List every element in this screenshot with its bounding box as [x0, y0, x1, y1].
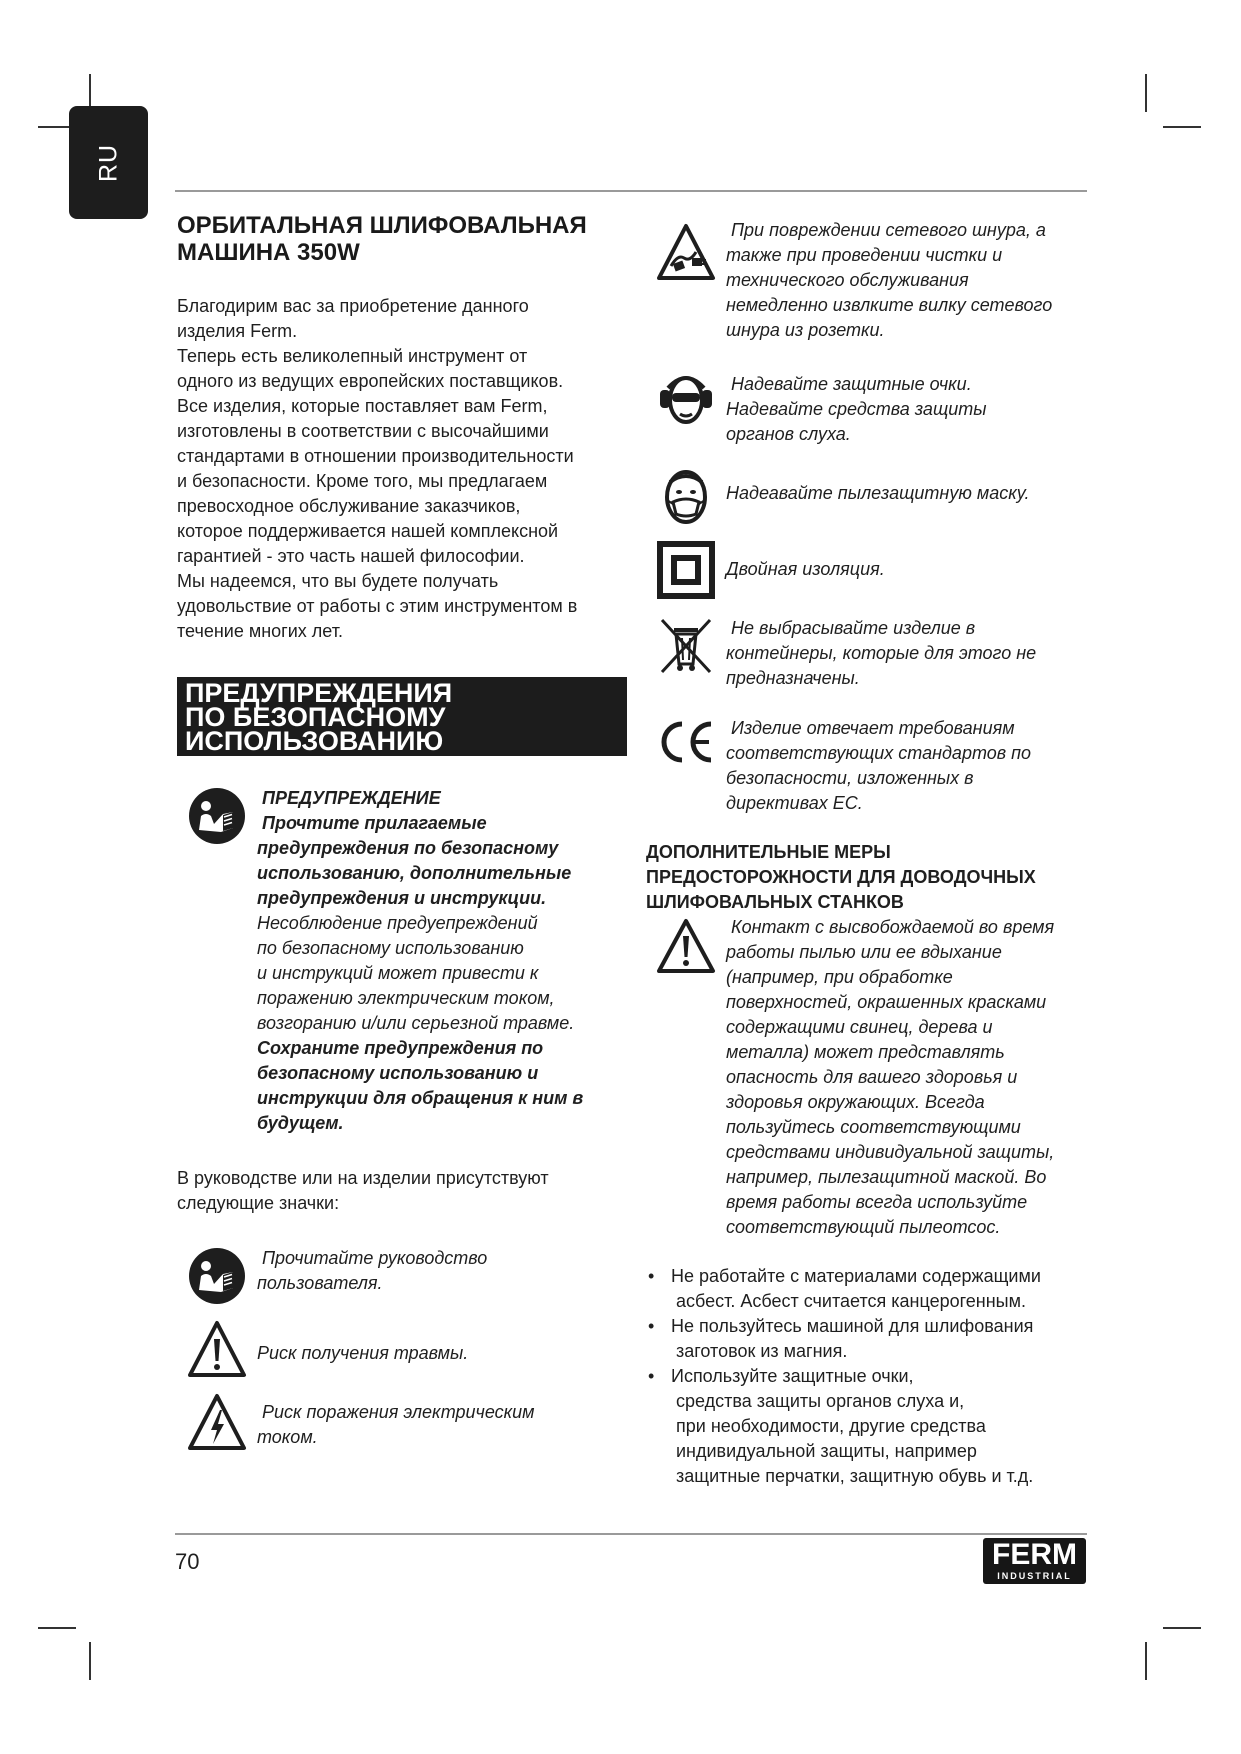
icon-item-electric-shock: [177, 1392, 632, 1465]
intro-line: течение многих лет.: [177, 621, 343, 641]
warning-line: время работы всегда используйте: [726, 1192, 1028, 1212]
read-manual-icon: [177, 1246, 257, 1306]
header-rule: [175, 190, 1087, 192]
heading-line: ШЛИФОВАЛЬНЫХ СТАНКОВ: [646, 892, 904, 912]
intro-line: Теперь есть великолепный инструмент от: [177, 346, 528, 366]
product-title: ОРБИТАЛЬНАЯ ШЛИФОВАЛЬНАЯ МАШИНА 350W: [177, 212, 587, 266]
icon-item-disposal: [646, 616, 1101, 716]
warning-italic-line: возгоранию и/или серьезной травме.: [257, 1013, 575, 1033]
list-item-line: • Не пользуйтесь машиной для шлифования: [671, 1316, 1034, 1336]
ce-mark-icon: [646, 716, 726, 766]
dust-mask-icon: [646, 466, 726, 528]
left-icon-list: [177, 1246, 632, 1465]
icon-text-line: Не выбрасывайте изделие в: [731, 618, 976, 638]
icon-description: [726, 915, 1101, 1240]
warning-triangle-icon: [646, 915, 726, 975]
warning-bold-line: предупреждения и инструкции.: [257, 888, 547, 908]
list-item-line: заготовок из магния.: [676, 1341, 848, 1361]
icon-description: [726, 541, 1101, 582]
list-item: [646, 1364, 1101, 1489]
list-item-line: индивидуальной защиты, например: [676, 1441, 977, 1461]
left-column: [177, 212, 632, 1465]
intro-line: Благодирим вас за приобретение данного: [177, 296, 529, 316]
brand-subtitle: INDUSTRIAL: [997, 1571, 1072, 1581]
crop-mark: [38, 1627, 76, 1629]
warning-italic-line: поражению электрическим током,: [257, 988, 555, 1008]
icon-text-line: пользователя.: [257, 1273, 383, 1293]
list-item-line: асбест. Асбест считается канцерогенным.: [676, 1291, 1026, 1311]
extra-section-heading: [646, 840, 1101, 915]
banner-line: ИСПОЛЬЗОВАНИЮ: [185, 726, 444, 756]
icon-text-line: шнура из розетки.: [726, 320, 885, 340]
page-number: 70: [175, 1549, 200, 1574]
warning-save-line: Сохраните предупреждения по: [257, 1038, 544, 1058]
signs-intro-line: следующие значки:: [177, 1193, 340, 1213]
warning-italic-line: Несоблюдение предуепреждений: [257, 913, 538, 933]
icon-description: [257, 1392, 632, 1450]
crop-mark: [1163, 126, 1201, 128]
intro-paragraph: [177, 294, 632, 644]
warning-italic-line: по безопасному использованию: [257, 938, 524, 958]
icon-item-double-insulation: [646, 541, 1101, 616]
icon-description: [726, 218, 1101, 343]
icon-item-goggles: [646, 368, 1101, 466]
crossed-bin-icon: [646, 616, 726, 676]
right-column: [646, 218, 1101, 1489]
icon-text-line: Изделие отвечает требованиям: [731, 718, 1015, 738]
intro-line: которое поддерживается нашей комплексной: [177, 521, 559, 541]
icon-text-line: Риск поражения электрическим: [262, 1402, 535, 1422]
icon-text-line: предназначены.: [726, 668, 860, 688]
icon-text-line: также при проведении чистки и: [726, 245, 1003, 265]
intro-line: гарантией - это часть нашей философии.: [177, 546, 525, 566]
warning-line: например, пылезащитной маской. Во: [726, 1167, 1047, 1187]
crop-mark: [1145, 1642, 1147, 1680]
safety-banner: [177, 677, 627, 756]
icon-text-line: органов слуха.: [726, 424, 851, 444]
warning-triangle-icon: [177, 1319, 257, 1379]
icon-item-ce: [646, 716, 1101, 816]
warning-line: работы пылью или ее вдыхание: [726, 942, 1002, 962]
warning-line: опасность для вашего здоровья и: [726, 1067, 1018, 1087]
brand-logo: [983, 1538, 1086, 1584]
warning-text: [257, 786, 632, 1136]
icon-text-line: соответствующих стандартов по: [726, 743, 1032, 763]
warning-line: пользуйтесь соответствующими: [726, 1117, 1021, 1137]
icon-text-line: Прочитайте руководство: [262, 1248, 488, 1268]
general-warning: [177, 786, 632, 1136]
warning-line: соответствующий пылеотсос.: [726, 1217, 1001, 1237]
warning-save-line: будущем.: [257, 1113, 344, 1133]
warning-line: Контакт с высвобождаемой во время: [731, 917, 1055, 937]
icon-text-line: Надеавайте пылезащитную маску.: [726, 483, 1030, 503]
signs-intro-line: В руководстве или на изделии присутствуют: [177, 1168, 549, 1188]
intro-line: изделия Ferm.: [177, 321, 298, 341]
icon-text-line: Надевайте средства защиты: [726, 399, 987, 419]
signs-intro: [177, 1166, 632, 1216]
list-item-line: • Не работайте с материалами содержащими: [671, 1266, 1041, 1286]
language-tab: [69, 106, 148, 219]
icon-text-line: безопасности, изложенных в: [726, 768, 974, 788]
warning-heading: ПРЕДУПРЕЖДЕНИЕ: [262, 788, 441, 808]
intro-line: удовольствие от работы с этим инструментом в: [177, 596, 578, 616]
icon-item-read-manual: [177, 1246, 632, 1319]
warning-bold-line: Прочтите прилагаемые: [262, 813, 487, 833]
warning-line: металла) может представлять: [726, 1042, 1005, 1062]
warning-bold-line: использованию, дополнительные: [257, 863, 572, 883]
goggles-ear-protection-icon: [646, 368, 726, 430]
unplug-cord-icon: [646, 218, 726, 282]
language-label: RU: [94, 143, 122, 182]
icon-item-injury-risk: [177, 1319, 632, 1392]
warning-line: средствами индивидуальной защиты,: [726, 1142, 1055, 1162]
list-item-line: защитные перчатки, защитную обувь и т.д.: [676, 1466, 1034, 1486]
intro-line: Мы надеемся, что вы будете получать: [177, 571, 499, 591]
crop-mark: [1145, 74, 1147, 112]
icon-description: [726, 368, 1101, 447]
double-insulation-icon: [646, 541, 726, 599]
electric-shock-icon: [177, 1392, 257, 1452]
warning-line: содержащими свинец, дерева и: [726, 1017, 993, 1037]
list-item: [646, 1314, 1101, 1364]
brand-name: FERM: [992, 1538, 1077, 1571]
warning-bold-line: предупреждения по безопасному: [257, 838, 559, 858]
icon-text-line: При повреждении сетевого шнура, а: [731, 220, 1046, 240]
icon-text-line: Риск получения травмы.: [257, 1343, 469, 1363]
icon-description: [257, 1319, 632, 1366]
dust-warning: [646, 915, 1101, 1240]
warning-save-line: инструкции для обращения к ним в: [257, 1088, 584, 1108]
icon-description: [726, 466, 1101, 506]
right-icon-list: [646, 218, 1101, 816]
intro-line: изготовлены в соответствии с высочайшими: [177, 421, 549, 441]
intro-line: превосходное обслуживание заказчиков,: [177, 496, 521, 516]
footer-rule: [175, 1533, 1087, 1535]
icon-item-dust-mask: [646, 466, 1101, 541]
icon-item-unplug: [646, 218, 1101, 368]
icon-description: [726, 616, 1101, 691]
heading-line: ПРЕДОСТОРОЖНОСТИ ДЛЯ ДОВОДОЧНЫХ: [646, 867, 1036, 887]
warning-line: (например, при обработке: [726, 967, 953, 987]
icon-text-line: технического обслуживания: [726, 270, 969, 290]
banner-line: ПО БЕЗОПАСНОМУ: [185, 702, 446, 732]
icon-text-line: Двойная изоляция.: [726, 559, 885, 579]
warning-line: здоровья окружающих. Всегда: [726, 1092, 985, 1112]
icon-text-line: немедленно извлките вилку сетевого: [726, 295, 1053, 315]
heading-line: ДОПОЛНИТЕЛЬНЫЕ МЕРЫ: [646, 842, 891, 862]
list-item-line: при необходимости, другие средства: [676, 1416, 986, 1436]
banner-line: ПРЕДУПРЕЖДЕНИЯ: [185, 678, 453, 708]
icon-description: [726, 716, 1101, 816]
icon-text-line: контейнеры, которые для этого не: [726, 643, 1037, 663]
read-manual-icon: [177, 786, 257, 846]
warning-italic-line: и инструкций может привести к: [257, 963, 539, 983]
icon-description: [257, 1246, 632, 1296]
icon-text-line: директивах ЕС.: [726, 793, 863, 813]
list-item-line: средства защиты органов слуха и,: [676, 1391, 965, 1411]
icon-text-line: Надевайте защитные очки.: [731, 374, 972, 394]
warning-save-line: безопасному использованию и: [257, 1063, 539, 1083]
icon-text-line: током.: [257, 1427, 318, 1447]
warning-line: поверхностей, окрашенных красками: [726, 992, 1047, 1012]
list-item-line: • Используйте защитные очки,: [671, 1366, 914, 1386]
precaution-list: [646, 1264, 1101, 1489]
list-item: [646, 1264, 1101, 1314]
crop-mark: [1163, 1627, 1201, 1629]
intro-line: одного из ведущих европейских поставщиков.: [177, 371, 564, 391]
intro-line: и безопасности. Кроме того, мы предлагаем: [177, 471, 548, 491]
intro-line: стандартами в отношении производительности: [177, 446, 574, 466]
intro-line: Все изделия, которые поставляет вам Ferm,: [177, 396, 548, 416]
crop-mark: [89, 1642, 91, 1680]
